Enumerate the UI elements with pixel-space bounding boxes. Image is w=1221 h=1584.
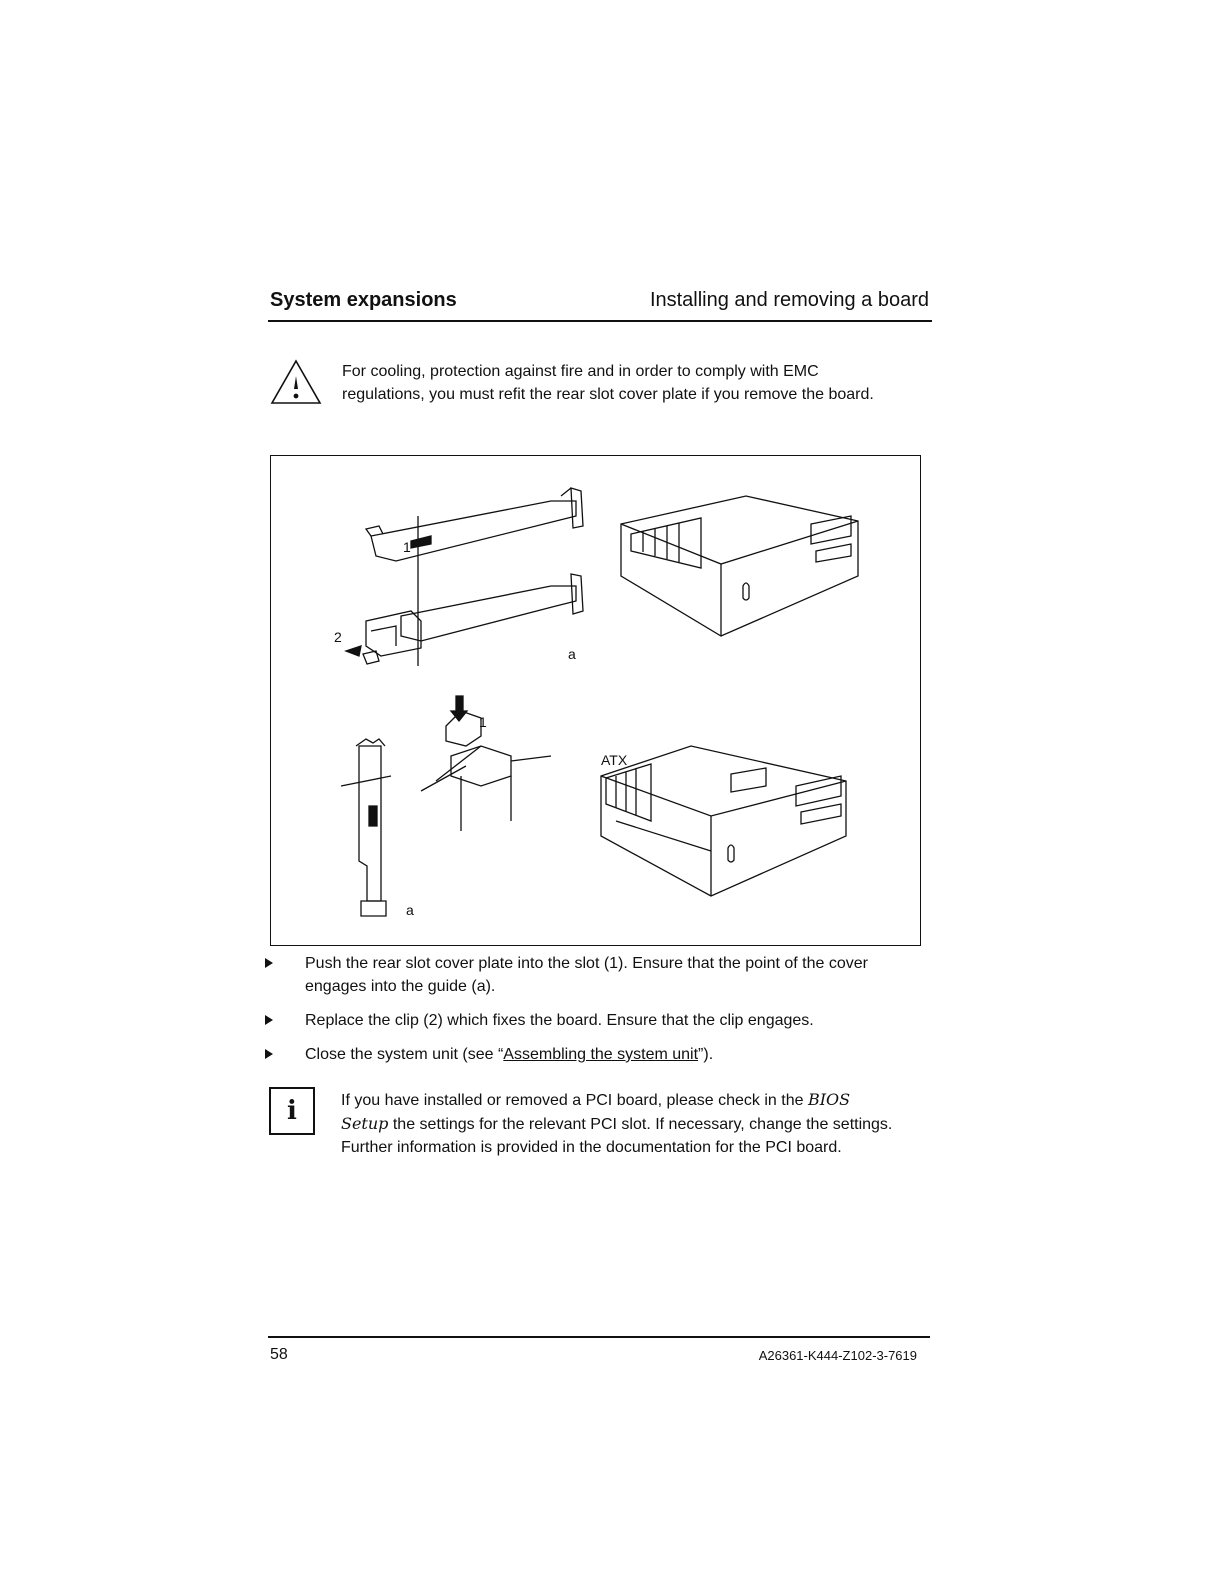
info-text-part1: If you have installed or removed a PCI board, please check in the — [341, 1092, 808, 1109]
installation-figure — [270, 455, 921, 946]
topic-title: Installing and removing a board — [649, 289, 929, 311]
setup-term: Setup — [341, 1114, 389, 1133]
figure-label-step1-lower: 1 — [479, 714, 487, 730]
figure-label-atx: ATX — [601, 752, 628, 768]
bullet-arrow-icon — [265, 1049, 273, 1059]
figure-label-guide-a: a — [568, 646, 576, 662]
step-item — [265, 1043, 915, 1066]
figure-label-step1: 1 — [403, 539, 411, 555]
section-title: System expansions — [270, 289, 457, 311]
step-item — [265, 1009, 915, 1032]
step-item — [265, 952, 915, 998]
header-divider — [268, 320, 932, 322]
warning-triangle-icon — [270, 358, 322, 406]
bullet-arrow-icon — [265, 958, 273, 968]
document-code: A26361-K444-Z102-3-7619 — [758, 1348, 917, 1363]
step-text: Replace the clip (2) which fixes the board. Ensure that the clip engages. — [305, 1012, 814, 1029]
info-text — [341, 1088, 921, 1159]
step-text-before: Close the system unit (see “ — [305, 1046, 504, 1063]
step-text: Push the rear slot cover plate into the slot (1). Ensure that the point of the cover engages into the guide (a). — [305, 955, 868, 995]
step-text-after: ”). — [698, 1046, 714, 1063]
footer-divider — [268, 1336, 930, 1338]
info-text-part2: the settings for the relevant PCI slot. If necessary, change the settings. Further information is provided in the documentation for the PCI board. — [341, 1116, 893, 1156]
figure-label-guide-a-lower: a — [406, 902, 414, 918]
bullet-arrow-icon — [265, 1015, 273, 1025]
page-number: 58 — [270, 1346, 288, 1363]
info-icon: i — [269, 1087, 315, 1135]
warning-text: For cooling, protection against fire and in order to comply with EMC regulations, you must refit the rear slot cover plate if you remove the board. — [342, 363, 874, 403]
assembling-system-unit-link[interactable]: Assembling the system unit — [503, 1046, 699, 1063]
instruction-steps — [265, 952, 915, 1077]
figure-label-step2: 2 — [334, 629, 342, 645]
figure-illustration — [271, 456, 920, 945]
bios-term: BIOS — [807, 1090, 851, 1109]
figure-label-step2-lower: 2 — [455, 696, 463, 712]
